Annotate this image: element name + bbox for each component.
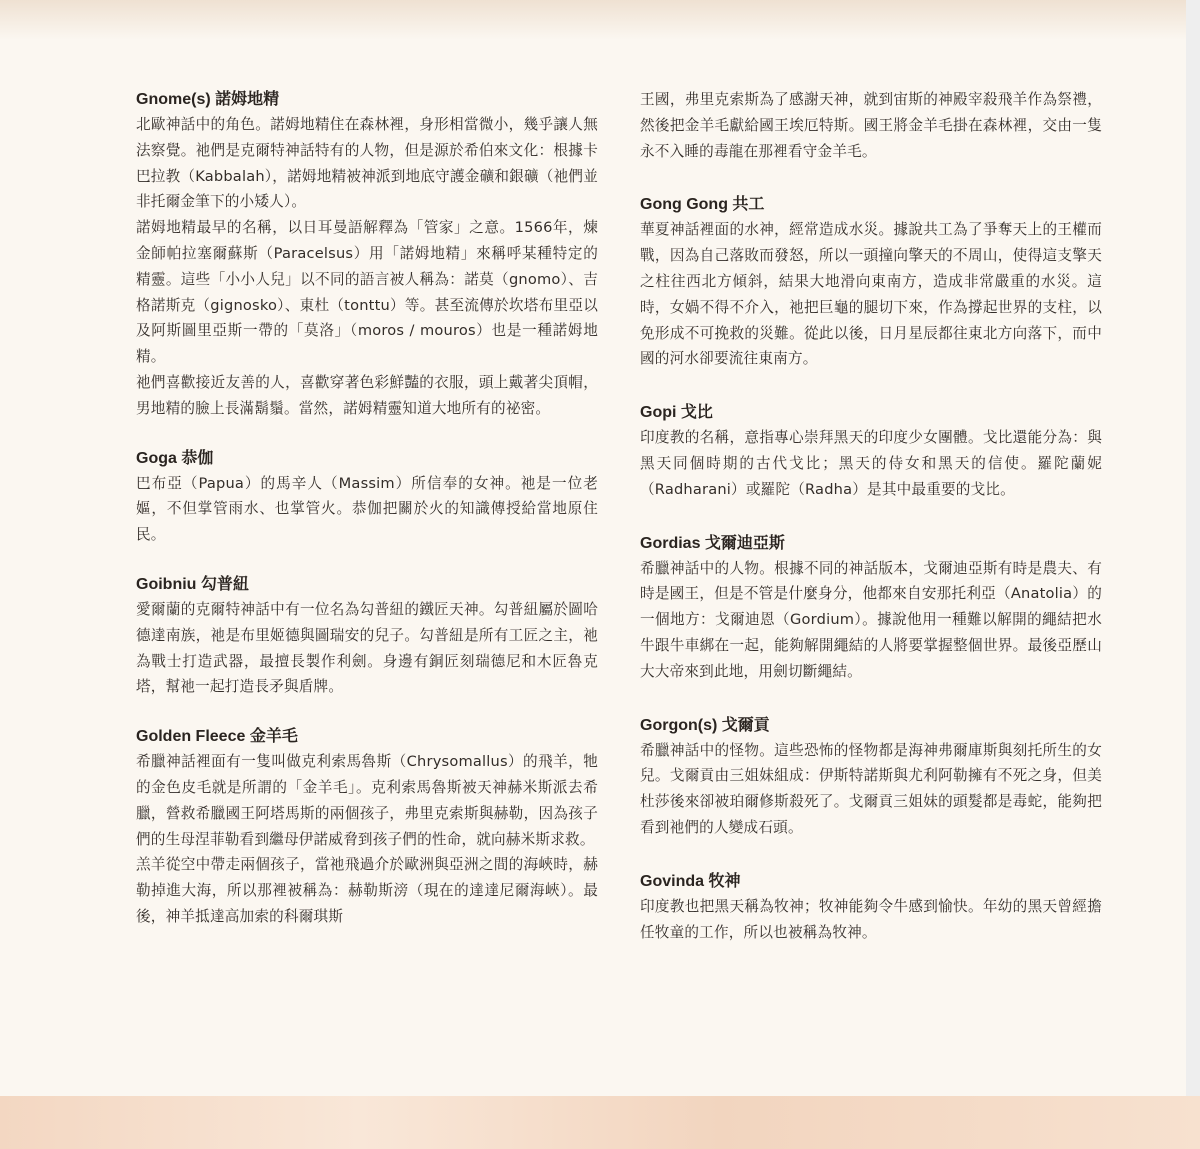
page-right-margin [1186, 0, 1200, 1149]
entry-heading: Goibniu 勾普紐 [136, 575, 249, 593]
page-top-edge [0, 0, 1200, 40]
entry-paragraph: 希臘神話中的怪物。這些恐怖的怪物都是海神弗爾庫斯與刻托所生的女兒。戈爾貢由三姐妹組成：伊斯特諾斯與尤利阿勒擁有不死之身，但美杜莎後來卻被珀爾修斯殺死了。戈爾貢三姐妹的頭髮都是毒蛇，能夠把看到祂們的人變成石頭。 [640, 741, 1102, 836]
entry-gorgons [640, 713, 1102, 841]
entry-paragraph: 印度教的名稱，意指專心崇拜黑天的印度少女團體。戈比還能分為：與黑天同個時期的古代戈比；黑天的侍女和黑天的信使。羅陀蘭妮（Radharani）或羅陀（Radha）是其中最重要的戈比。 [640, 429, 1102, 498]
entry-heading: Gnome(s) 諾姆地精 [136, 91, 280, 108]
entry-gong-gong [640, 192, 1102, 372]
entry-goibniu [136, 572, 598, 700]
page-bottom-band [0, 1096, 1200, 1149]
entry-heading: Govinda 牧神 [640, 872, 741, 890]
entry-paragraph: 希臘神話中的人物。根據不同的神話版本，戈爾迪亞斯有時是農夫、有時是國王，但是不管是什麼身分，他都來自安那托利亞（Anatolia）的一個地方：戈爾迪恩（Gordium）。據說他用一種難以解開的繩結把水牛跟牛車綁在一起，能夠解開繩結的人將要掌握整個世界。最後亞歷山大大帝來到此地，用劍切斷繩結。 [640, 559, 1102, 680]
entry-heading: Gopi 戈比 [640, 404, 713, 422]
entry-govinda [640, 869, 1102, 946]
entry-paragraph: 巴布亞（Papua）的馬辛人（Massim）所信奉的女神。祂是一位老嫗，不但掌管雨水、也掌管火。恭伽把關於火的知識傳授給當地原住民。 [136, 474, 598, 544]
entry-paragraph: 希臘神話裡面有一隻叫做克利索馬魯斯（Chrysomallus）的飛羊，牠的金色皮毛就是所謂的「金羊毛」。克利索馬魯斯被天神赫米斯派去希臘，營救希臘國王阿塔馬斯的兩個孩子，弗里克索斯與赫勒，因為孩子們的生母涅菲勒看到繼母伊諾威脅到孩子們的性命，就向赫米斯求救。 [136, 753, 598, 848]
entry-paragraph: 華夏神話裡面的水神，經常造成水災。據說共工為了爭奪天上的王權而戰，因為自己落敗而發怒，所以一頭撞向擎天的不周山，使得這支擎天之柱往西北方傾斜，結果大地滑向東南方，造成非常嚴重的水災。這時，女媧不得不介入，祂把巨龜的腿切下來，作為撐起世界的支柱，以免形成不可挽救的災難。從此以後，日月星辰都往東北方向落下，而中國的河水卻要流往東南方。 [640, 221, 1102, 368]
entry-paragraph: 北歐神話中的角色。諾姆地精住在森林裡，身形相當微小，幾乎讓人無法察覺。祂們是克爾特神話特有的人物，但是源於希伯來文化：根據卡巴拉教（Kabbalah），諾姆地精被神派到地底守護金礦和銀礦（祂們並非托爾金筆下的小矮人）。 [136, 116, 598, 211]
entry-goga [136, 446, 598, 548]
entry-heading: Goga 恭伽 [136, 449, 214, 467]
entry-paragraph: 愛爾蘭的克爾特神話中有一位名為勾普紐的鐵匠天神。勾普紐屬於圖哈德達南族，祂是布里姬德與圖瑞安的兒子。勾普紐是所有工匠之主，祂為戰士打造武器，最擅長製作利劍。身邊有銅匠刻瑞德尼和木匠魯克塔，幫祂一起打造長矛與盾牌。 [136, 600, 598, 696]
entry-gordias [640, 531, 1102, 685]
entry-paragraph: 印度教也把黑天稱為牧神；牧神能夠令牛感到愉快。年幼的黑天曾經擔任牧童的工作，所以也被稱為牧神。 [640, 897, 1102, 941]
entry-gopi [640, 400, 1102, 502]
entry-paragraph: 祂們喜歡接近友善的人，喜歡穿著色彩鮮豔的衣服，頭上戴著尖頂帽，男地精的臉上長滿鬍鬚。當然，諾姆精靈知道大地所有的祕密。 [136, 373, 598, 417]
entry-heading: Gong Gong 共工 [640, 196, 765, 214]
right-column [640, 87, 1102, 973]
entry-heading: Golden Fleece 金羊毛 [136, 728, 298, 746]
entry-gnome [136, 87, 598, 422]
entry-paragraph: 諾姆地精最早的名稱，以日耳曼語解釋為「管家」之意。1566年，煉金師帕拉塞爾蘇斯（Paracelsus）用「諾姆地精」來稱呼某種特定的精靈。這些「小小人兒」以不同的語言被人稱為：諾莫（gnomo）、吉格諾斯克（gignosko）、東杜（tonttu）等。甚至流傳於坎塔布里亞以及阿斯圖里亞斯一帶的「莫洛」（moros / mouros）也是一種諾姆地精。 [136, 219, 598, 366]
entry-golden-fleece [136, 724, 598, 930]
entry-paragraph: 羔羊從空中帶走兩個孩子，當祂飛過介於歐洲與亞洲之間的海峽時，赫勒掉進大海，所以那裡被稱為：赫勒斯滂（現在的達達尼爾海峽）。最後，神羊抵達高加索的科爾琪斯 [136, 856, 598, 925]
entry-heading: Gordias 戈爾迪亞斯 [640, 534, 785, 552]
continued-paragraph: 王國，弗里克索斯為了感謝天神，就到宙斯的神殿宰殺飛羊作為祭禮，然後把金羊毛獻給國王埃厄特斯。國王將金羊毛掛在森林裡，交由一隻永不入睡的毒龍在那裡看守金羊毛。 [640, 91, 1102, 160]
entry-heading: Gorgon(s) 戈爾貢 [640, 716, 770, 734]
left-column [136, 87, 598, 954]
